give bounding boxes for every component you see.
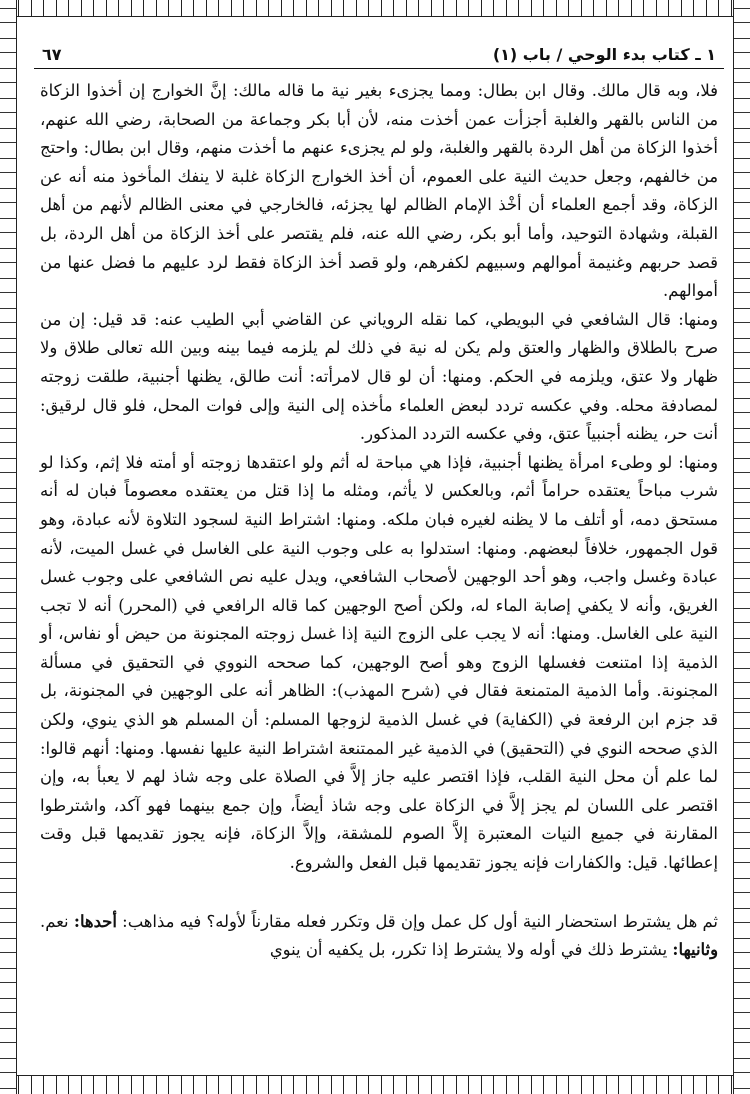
running-title: ١ ـ كتاب بدء الوحي / باب (١) xyxy=(492,45,716,64)
decorative-border-left xyxy=(0,0,17,1094)
opinion-text-2: يشترط ذلك في أوله ولا يشترط إذا تكرر، بل يكفيه أن ينوي xyxy=(269,940,668,960)
page-number: ٦٧ xyxy=(42,45,62,64)
page-body xyxy=(34,77,724,965)
opinion-label-2: وثانيها: xyxy=(672,940,718,960)
opinion-label-1: أحدها: xyxy=(73,911,117,931)
decorative-border-right xyxy=(733,0,750,1094)
paragraph: ومنها: قال الشافعي في البويطي، كما نقله الروياني عن القاضي أبي الطيب عنه: قد قيل: إن من صرح بالطلاق والظهار والعتق ولم يكن له نية في ذلك لم يلزمه فيما بينه وبين الله تعالى طلاق ولا ظهار ولا عتق، ويلزمه في الحكم. ومنها: أن لو قال لامرأته: أنت طالق، يظنها أجنبية، طلقت زوجته لمصادفة محله. وفي عكسه تردد لبعض العلماء مأخذه إلى النية وإلى فوات المحل، فلو قال لرقيق: أنت حر، يظنه أجنبياً عتق، وفي عكسه التردد المذكور. xyxy=(40,309,718,444)
paragraph xyxy=(40,908,718,965)
decorative-border-bottom xyxy=(0,1075,750,1094)
paragraph: ومنها: لو وطىء امرأة يظنها أجنبية، فإذا هي مباحة له أثم ولو اعتقدها زوجته أو أمته فلا إثم، وكذا لو شرب مباحاً يعتقده حراماً أثم، وبالعكس لا يأثم، ومثله ما إذا قتل من يعتقده معصوماً فبان له أنه مستحق دمه، أو أتلف ما لا يظنه لغيره فبان ملكه. ومنها: اشتراط النية لسجود التلاوة لأنه عبادة، وهو قول الجمهور، خلافاً لبعضهم. ومنها: استدلوا به على وجوب النية على الغاسل في غسل الميت، لأنه عبادة وغسل واجب، وهو أحد الوجهين لأصحاب الشافعي، ويدل عليه نص الشافعي على وجوب غسل الغريق، وأنه لا يكفي إصابة الماء له، ولكن أصح الوجهين كما قاله الرافعي في (المحرر) أنه لا تجب النية على الغاسل. ومنها: أنه لا يجب على الزوج النية إذا غسل زوجته المجنونة من حيض أو نفاس، أو الذمية إذا امتنعت فغسلها الزوج وهو أصح الوجهين، كما صححه النووي في التحقيق في مسألة المجنونة. وأما الذمية المتمنعة فقال في (شرح المهذب): الظاهر أنه على الوجهين في المجنونة، بل قد جزم ابن الرفعة في (الكفاية) في غسل الذمية لزوجها المسلم: أن المسلم هو الذي ينوي، ولكن الذي صححه النوي في (التحقيق) في الذمية غير الممتنعة اشتراط النية عليها نفسها. ومنها: أنهم قالوا: لما علم أن محل النية القلب، فإذا اقتصر عليه جاز إلاَّ في الصلاة على وجه شاذ لهم لا يعبأ به، وإن اقتصر على اللسان لم يجز إلاَّ في الزكاة على وجه شاذ أيضاً، وإن جمع بينهما فهو آكد، واشترطوا المقارنة في جميع النيات المعتبرة إلاَّ الصوم للمشقة، وإلاَّ الزكاة، فإنه يجوز تقديمها قبل وقت إعطائها. قيل: والكفارات فإنه يجوز تقديمها قبل الفعل والشروع. xyxy=(40,452,718,873)
paragraph-gap xyxy=(40,878,718,908)
book-page xyxy=(34,28,724,1068)
paragraph: فلا، وبه قال مالك. وقال ابن بطال: ومما يجزىء بغير نية ما قاله مالك: إنَّ الخوارج إن أخذوا الزكاة من الناس بالقهر والغلبة أجزأت عمن أخذت منه، لأن أبا بكر وجماعة من الصحابة، رضي الله عنهم، أخذوا الزكاة من أهل الردة بالقهر والغلبة، ولو لم يجزىء عنهم ما أخذت منهم، وقال ابن بطال: واحتج من خالفهم، وجعل حديث النية على العموم، أن أخذ الخوارج الزكاة غلبة لا ينفك المأخوذ منه أنه عن الزكاة، وقد أجمع العلماء أن أخْذ الإمام الظالم لها يجزئه، فالخارجي في معنى الظالم لأنهم من أهل القبلة، وشهادة التوحيد، وأما أبو بكر، رضي الله عنه، فلم يقتصر على أخذ الزكاة من أهل الردة، بل قصد حربهم وغنيمة أموالهم وسبيهم لكفرهم، ولو قصد أخذ الزكاة فقط لرد عليهم ما فضل عنها من أموالهم. xyxy=(40,81,718,301)
decorative-border-top xyxy=(0,0,750,17)
page-header xyxy=(34,28,724,69)
paragraph-lead: ثم هل يشترط استحضار النية أول كل عمل وإن قل وتكرر فعله مقارناً لأوله؟ فيه مذاهب: xyxy=(122,911,718,931)
opinion-text-1: نعم. xyxy=(40,911,69,931)
